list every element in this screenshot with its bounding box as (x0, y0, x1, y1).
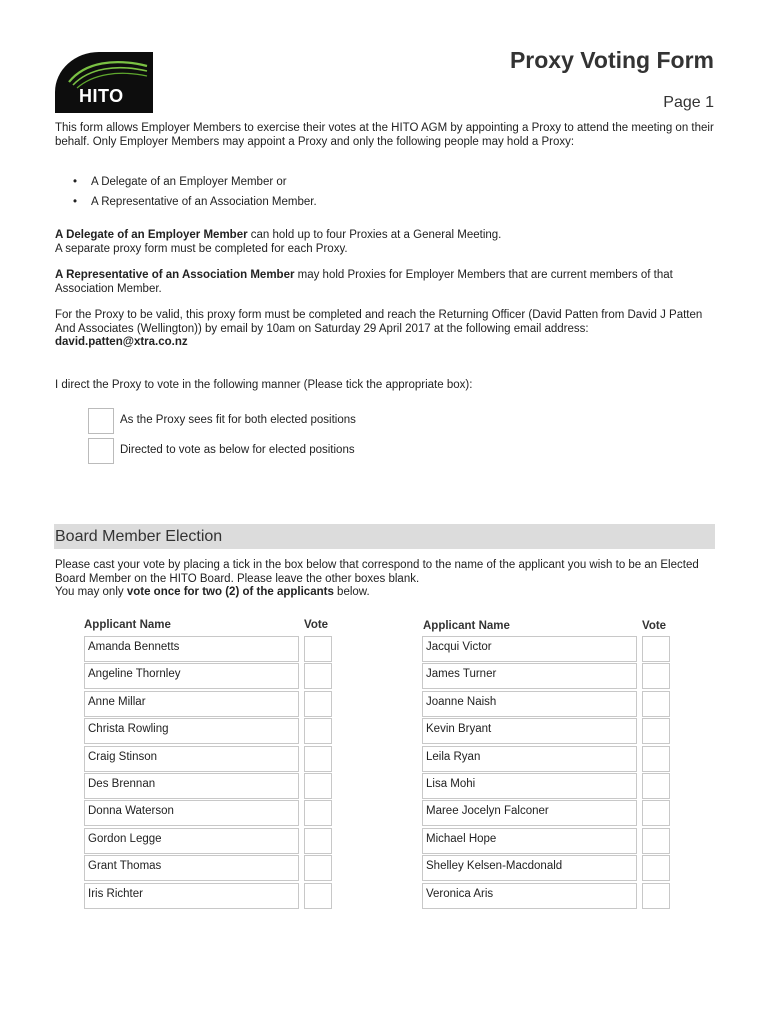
applicant-name: Shelley Kelsen-Macdonald (422, 855, 637, 881)
vote-checkbox[interactable] (642, 718, 670, 744)
vote-checkbox[interactable] (304, 883, 332, 909)
vote-checkbox[interactable] (304, 663, 332, 689)
instructions-line1: Please cast your vote by placing a tick in the box below that correspond to the name of the applicant you wish to be an Elected Board Member on the HITO Board. Please leave the other boxes blank. (55, 559, 699, 585)
representative-paragraph (55, 269, 715, 296)
applicant-name: Lisa Mohi (422, 773, 637, 799)
instructions-line2-bold: vote once for two (2) of the applicants (126, 586, 334, 598)
applicant-name: Angeline Thornley (84, 663, 299, 689)
intro-paragraph: This form allows Employer Members to exercise their votes at the HITO AGM by appointing a Proxy to attend the meeting on their behalf. Only Employer Members may appoint a Proxy and only the following people may hold a Proxy: (55, 122, 714, 148)
delegate-text: can hold up to four Proxies at a General Meeting. (247, 229, 502, 241)
applicant-name: Michael Hope (422, 828, 637, 854)
applicant-name: Veronica Aris (422, 883, 637, 909)
vote-checkbox[interactable] (304, 746, 332, 772)
applicant-name: James Turner (422, 663, 637, 689)
vote-checkbox[interactable] (642, 773, 670, 799)
vote-checkbox[interactable] (304, 800, 332, 826)
instructions-line2-post: below. (333, 586, 370, 598)
applicant-name: Joanne Naish (422, 691, 637, 717)
email-address: david.patten@xtra.co.nz (55, 336, 188, 348)
vote-checkbox[interactable] (304, 691, 332, 717)
applicant-name: Amanda Bennetts (84, 636, 299, 662)
election-instructions (55, 559, 717, 600)
section-header (54, 524, 715, 549)
instructions-line2-pre: You may only (55, 586, 127, 598)
delegate-paragraph (55, 229, 715, 256)
list-item: • A Representative of an Association Member. (70, 195, 317, 215)
vote-checkbox[interactable] (642, 636, 670, 662)
proxy-holder-list (70, 175, 317, 215)
validity-paragraph (55, 309, 715, 350)
applicant-name: Christa Rowling (84, 718, 299, 744)
vote-checkbox[interactable] (304, 636, 332, 662)
option-label: As the Proxy sees fit for both elected positions (120, 414, 356, 426)
applicant-name: Leila Ryan (422, 746, 637, 772)
option-checkbox[interactable] (88, 438, 114, 464)
representative-text: may hold Proxies for Employer Members that are current members of that Association Member. (55, 269, 673, 295)
option-label: Directed to vote as below for elected positions (120, 444, 355, 456)
right-vote-header: Vote (642, 620, 667, 632)
applicant-name: Jacqui Victor (422, 636, 637, 662)
applicant-name: Craig Stinson (84, 746, 299, 772)
left-name-header: Applicant Name (84, 619, 171, 631)
right-name-header: Applicant Name (423, 620, 510, 632)
section-title: Board Member Election (55, 528, 223, 545)
representative-bold: A Representative of an Association Member (55, 269, 295, 281)
vote-checkbox[interactable] (304, 828, 332, 854)
applicant-name: Grant Thomas (84, 855, 299, 881)
vote-checkbox[interactable] (304, 773, 332, 799)
vote-checkbox[interactable] (642, 663, 670, 689)
logo-text: HITO (79, 86, 124, 106)
direct-instruction: I direct the Proxy to vote in the following manner (Please tick the appropriate box): (55, 379, 473, 391)
applicant-name: Kevin Bryant (422, 718, 637, 744)
option-checkbox[interactable] (88, 408, 114, 434)
vote-checkbox[interactable] (642, 691, 670, 717)
applicant-name: Gordon Legge (84, 828, 299, 854)
vote-checkbox[interactable] (642, 800, 670, 826)
applicant-name: Iris Richter (84, 883, 299, 909)
validity-text: For the Proxy to be valid, this proxy form must be completed and reach the Returning Officer (David Patten from David J Patten And Associates (Wellington)) by email by 10am on Saturday 29 April 2017 at the following email address: (55, 309, 703, 335)
hito-logo (55, 52, 153, 113)
applicant-name: Maree Jocelyn Falconer (422, 800, 637, 826)
delegate-bold: A Delegate of an Employer Member (55, 229, 248, 241)
vote-checkbox[interactable] (642, 883, 670, 909)
applicant-name: Donna Waterson (84, 800, 299, 826)
applicant-name: Anne Millar (84, 691, 299, 717)
left-vote-header: Vote (304, 619, 329, 631)
vote-checkbox[interactable] (642, 746, 670, 772)
form-title: Proxy Voting Form (509, 47, 714, 73)
vote-checkbox[interactable] (642, 855, 670, 881)
vote-checkbox[interactable] (304, 718, 332, 744)
list-item: • A Delegate of an Employer Member or (70, 175, 317, 195)
delegate-line2: A separate proxy form must be completed for each Proxy. (55, 242, 348, 255)
page-number: Page 1 (663, 94, 714, 111)
vote-checkbox[interactable] (304, 855, 332, 881)
vote-checkbox[interactable] (642, 828, 670, 854)
applicant-name: Des Brennan (84, 773, 299, 799)
